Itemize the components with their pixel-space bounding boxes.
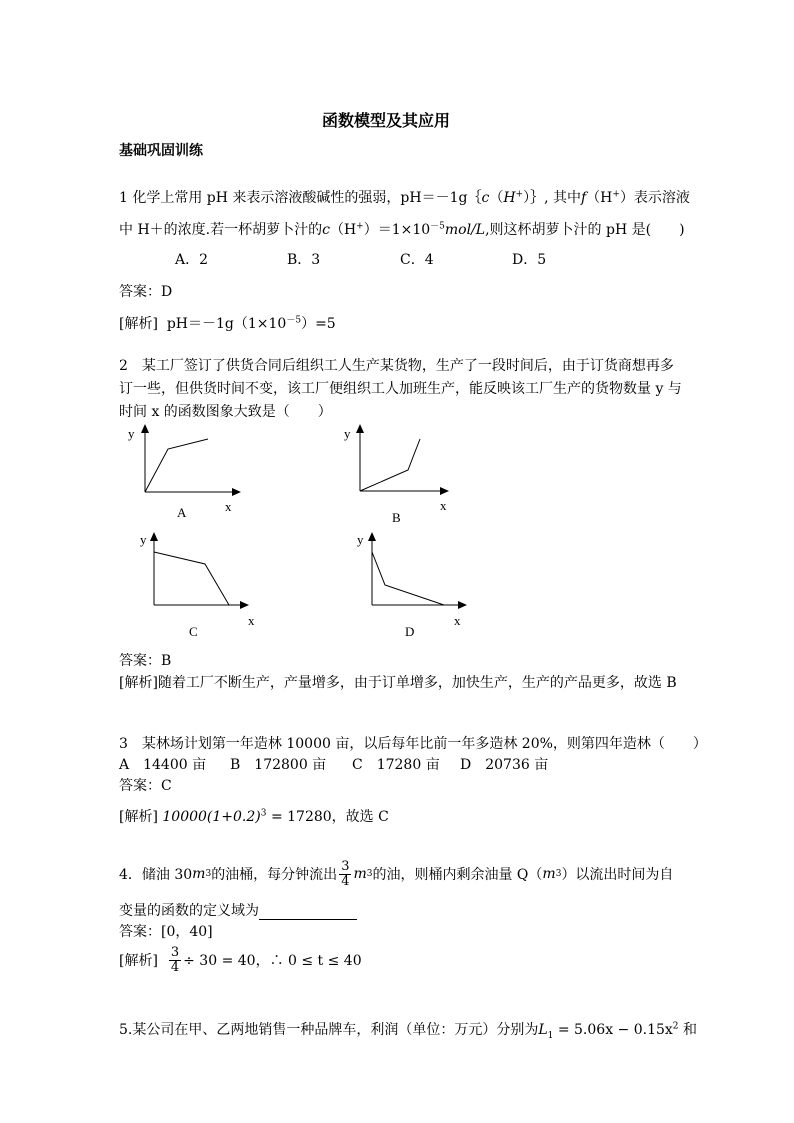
q2-line3: 时间 x 的函数图象大致是（ ） <box>119 404 332 420</box>
q2-line2: 订一些，但供货时间不变，该工厂便组织工人加班生产，能反映该工厂生产的货物数量 y 与 <box>119 381 682 397</box>
graph-b-y-label: y <box>344 426 351 441</box>
q4-line2: 变量的函数的定义域为 <box>119 900 357 920</box>
graph-c-y-label: y <box>140 532 147 547</box>
graph-a-label: A <box>177 505 187 520</box>
q4-answer-blank <box>259 905 357 920</box>
q1-option-c: C．4 <box>400 252 434 268</box>
q2-line1: 2 某工厂签订了供货合同后组织工人生产某货物，生产了一段时间后，由于订货商想再多 <box>119 358 674 374</box>
graph-b-axes <box>356 424 449 495</box>
q1-option-b: B．3 <box>287 252 321 268</box>
q3-option-b: B 172800 亩 <box>230 757 327 773</box>
page-title: 函数模型及其应用 <box>322 111 451 130</box>
q4-analysis-fraction: $\frac{3}{4}$ <box>170 944 180 975</box>
q4-fraction: $\frac{3}{4}$ <box>341 858 350 889</box>
graph-b-label: B <box>392 510 401 525</box>
graph-a-y-label: y <box>128 426 135 441</box>
q3-option-c: C 17280 亩 <box>352 757 440 773</box>
q1-line1: 1 化学上常用 pH 来表示溶液酸碱性的强弱，pH＝－1g｛c（H+）｝, 其中f（H+）表示溶液 <box>119 189 690 206</box>
q2-analysis: [解析]随着工厂不断生产，产量增多，由于订单增多，加快生产，生产的产品更多，故选 B <box>119 675 677 691</box>
graph-d-y-label: y <box>357 532 364 547</box>
q3-line1: 3 某林场计划第一年造林 10000 亩，以后每年比前一年多造林 20%，则第四年造林（ ） <box>119 736 707 752</box>
graph-d-label: D <box>405 624 415 639</box>
graph-d-curve <box>372 552 444 605</box>
q2-answer: 答案：B <box>119 653 172 669</box>
q4-analysis: [解析] $\frac{3}{4}$ ÷ 30 = 40，∴ 0 ≤ t ≤ 40 <box>119 944 362 975</box>
q1-analysis: [解析] $pH=-1g(1\times 10^{-5})=5$ <box>119 315 336 332</box>
graph-a-axes <box>141 424 241 496</box>
q3-option-a: A 14400 亩 <box>119 757 207 773</box>
q3-option-d: D 20736 亩 <box>460 757 549 773</box>
graph-a <box>120 422 250 522</box>
graph-b-curve <box>360 439 420 491</box>
q5-line1: 5.某公司在甲、乙两地销售一种品牌车，利润（单位：万元）分别为$L_1 = 5.06x - 0.15x^2$ 和 <box>119 1021 697 1041</box>
q4-answer: 答案：[0，40] <box>119 924 213 940</box>
graph-c <box>138 530 268 640</box>
q1-line2: 中 H＋的浓度.若一杯胡萝卜汁的$c(H^+)=1\times 10^{-5}mol/L$,则这杯胡萝卜汁的 pH 是( ) <box>119 221 685 238</box>
graph-c-x-label: x <box>248 613 255 628</box>
graph-a-x-label: x <box>225 499 232 514</box>
q4-line1: 4．储油 30 m 3 的油桶，每分钟流出 $\frac{3}{4}$ m 3 的油，则桶内剩余油量 Q（ m 3 ）以流出时间为自 <box>119 858 674 889</box>
q1-option-a: A．2 <box>175 252 209 268</box>
graph-d <box>354 530 484 640</box>
graph-c-axes <box>150 532 249 609</box>
section-heading: 基础巩固训练 <box>119 143 203 159</box>
q1-answer: 答案：D <box>119 284 173 300</box>
graph-b <box>338 422 468 527</box>
q3-analysis: [解析] $10000(1+0.2)^3 = 17280$，故选 C <box>119 808 389 825</box>
graph-d-axes <box>368 532 467 609</box>
graph-b-x-label: x <box>440 498 447 513</box>
q1-option-d: D．5 <box>512 252 547 268</box>
graph-c-curve <box>154 552 229 605</box>
graph-a-curve <box>145 439 208 492</box>
graph-c-label: C <box>189 624 198 639</box>
q3-answer: 答案：C <box>119 778 172 794</box>
graph-d-x-label: x <box>454 613 461 628</box>
